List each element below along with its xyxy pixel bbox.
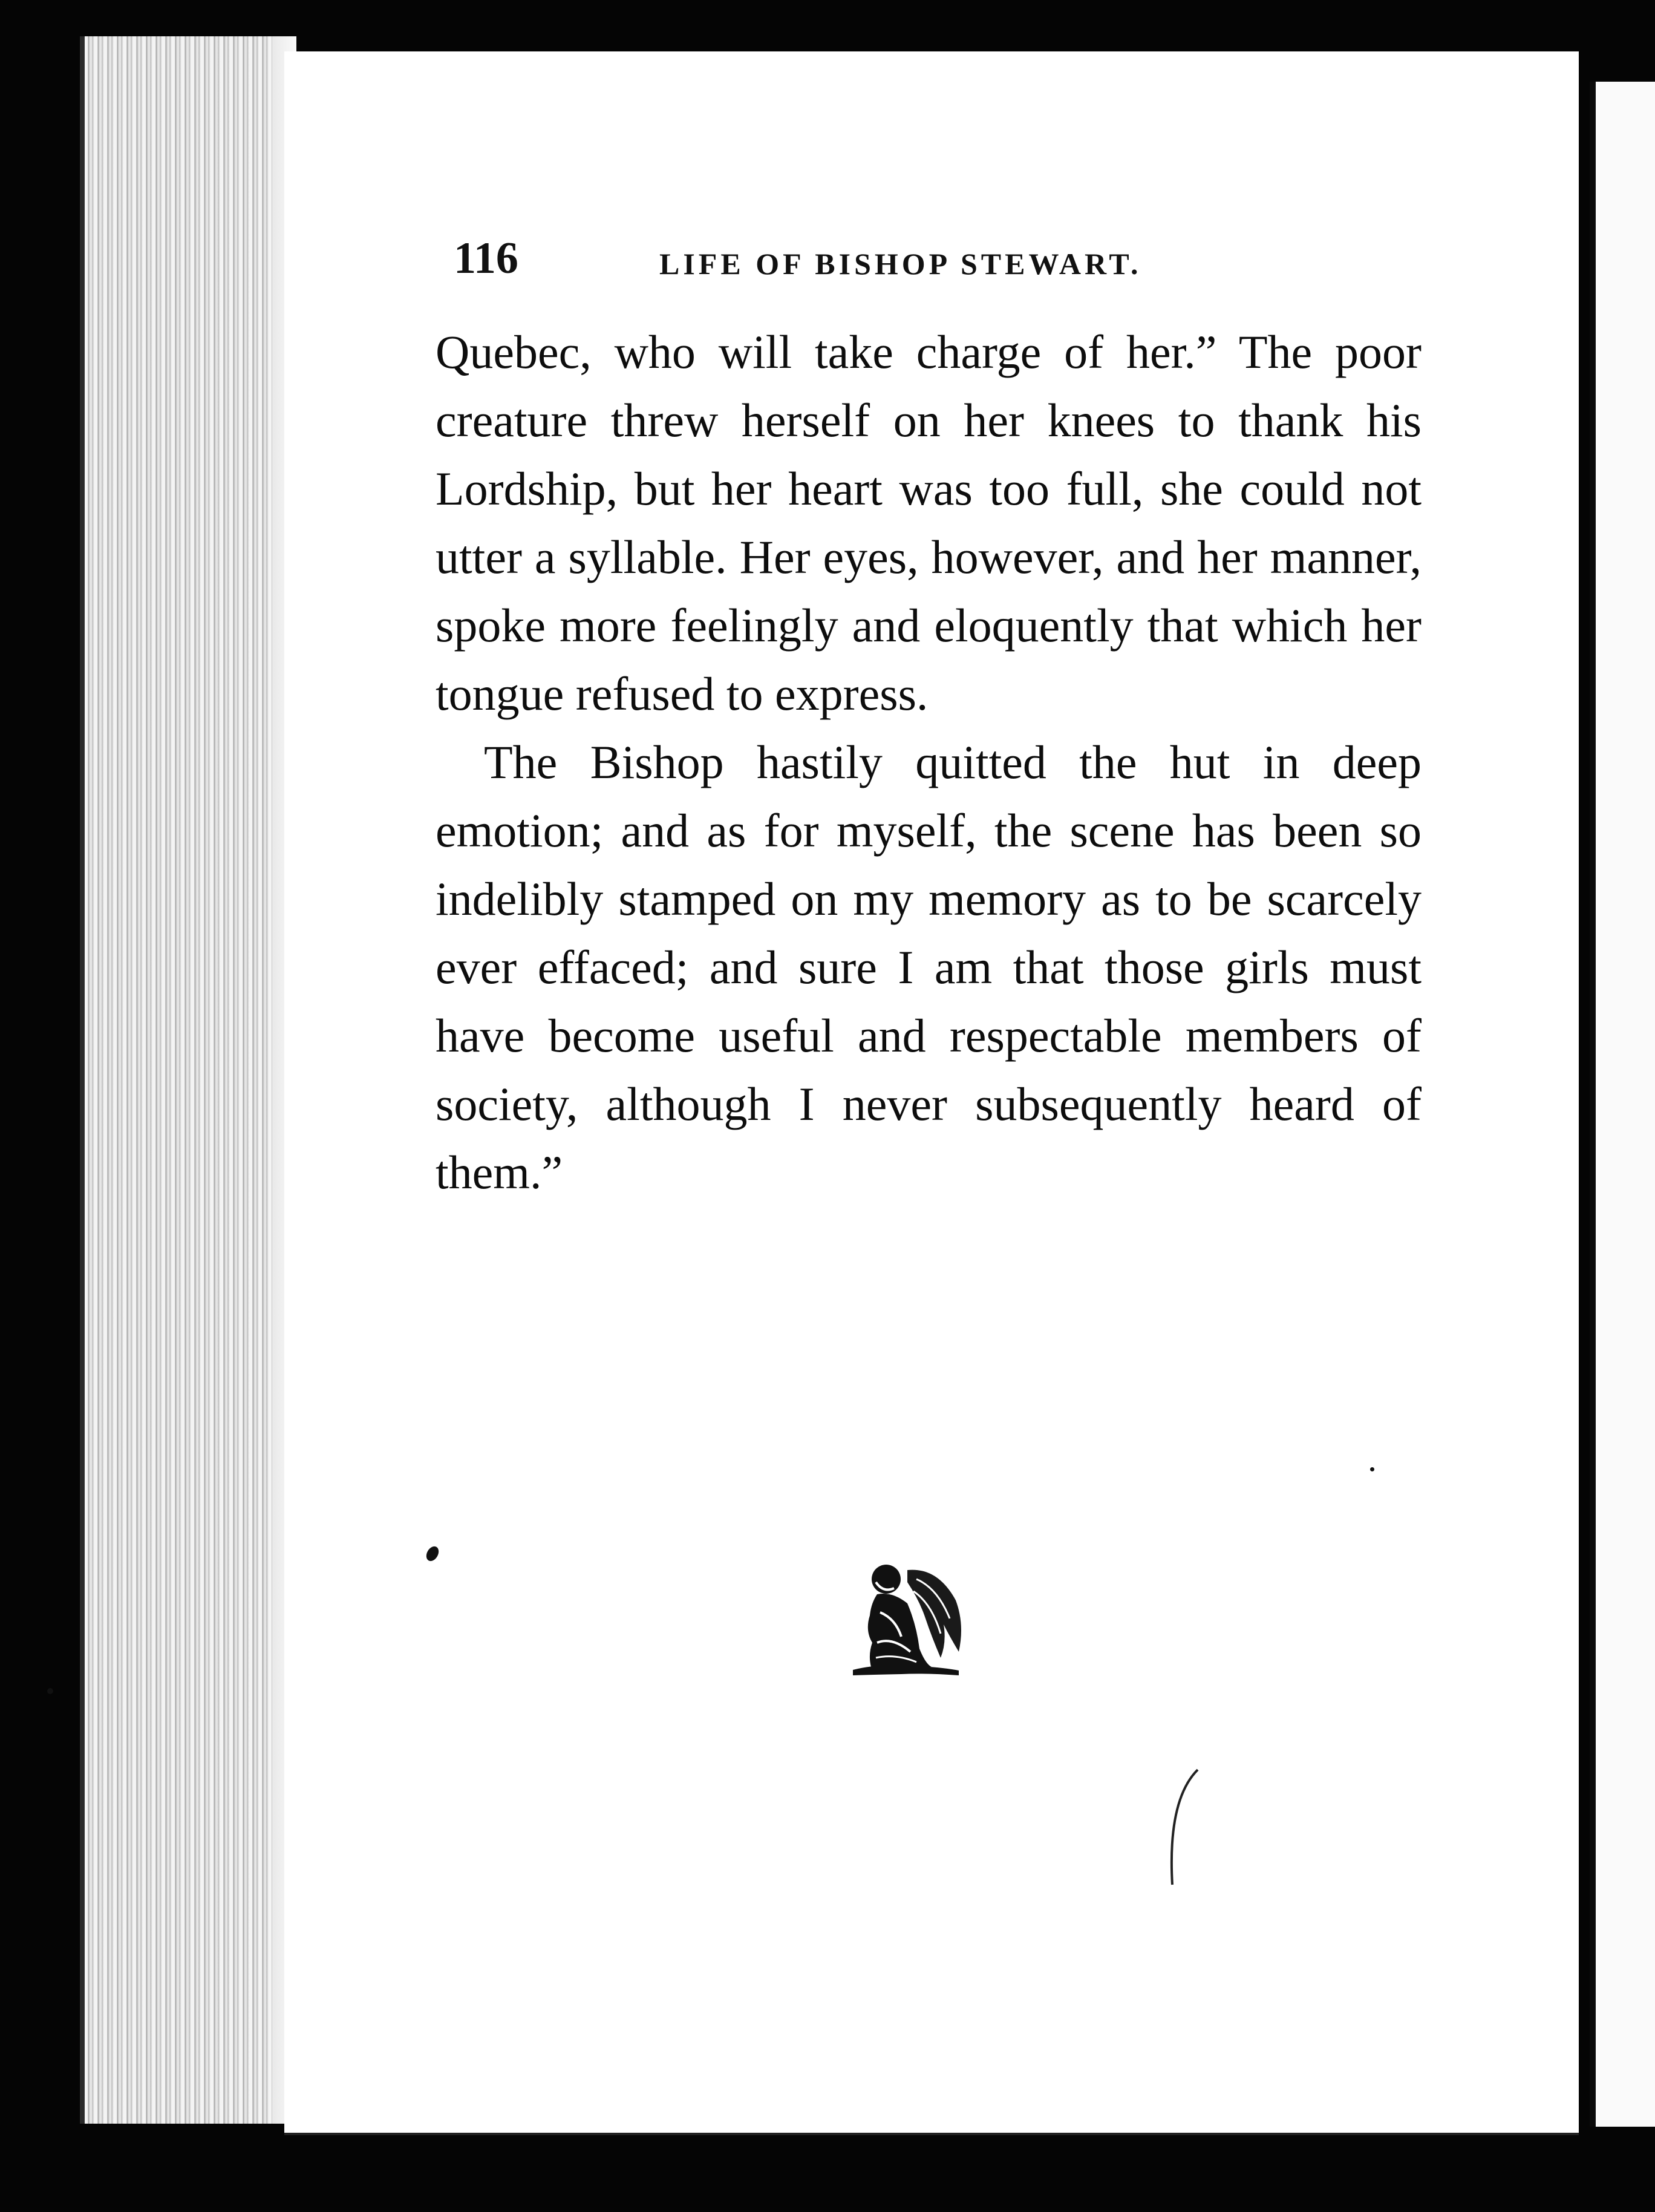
paragraph: The Bishop hastily quitted the hut in deep emotion; and as for myself, the scene has been so indelibly stamped on my memory as to be scarcely ever effaced; and sure I am that those girls must have become useful and respectable members of society, although I never subsequently heard of them.” (436, 736, 1422, 1199)
ink-speck (424, 1544, 442, 1563)
page-number: 116 (454, 234, 518, 283)
running-title: LIFE OF BISHOP STEWART. (659, 247, 1142, 281)
body-text (436, 318, 1422, 1206)
book-page (284, 51, 1579, 2135)
kneeling-angel-icon (835, 1546, 980, 1691)
page-edges (80, 36, 296, 2124)
ink-speck (47, 1688, 53, 1694)
ink-speck (1370, 1467, 1374, 1471)
paragraph: Quebec, who will take charge of her.” The poor creature threw herself on her knees to thank his Lordship, but her heart was too full, she could not utter a syllable. Her eyes, however, and her manner, spoke more feelingly and eloquently that which her tongue refused to express. (436, 326, 1422, 720)
next-page-edge (1590, 82, 1655, 2127)
pencil-mark (1155, 1764, 1228, 1909)
running-head (454, 233, 1542, 306)
